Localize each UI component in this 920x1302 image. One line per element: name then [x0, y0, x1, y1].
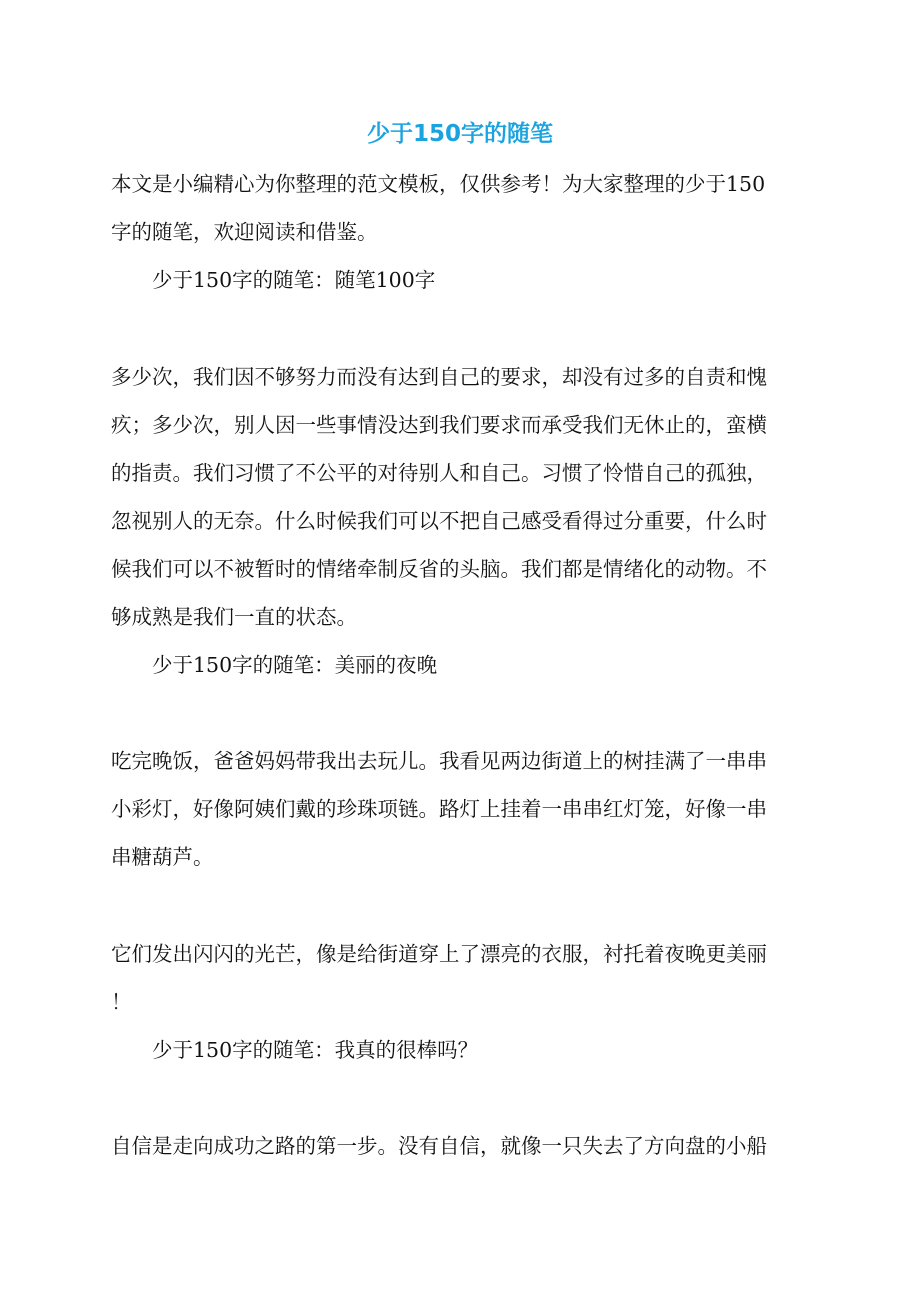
text-line: 串糖葫芦。 — [111, 845, 214, 869]
text-line: ！ — [111, 990, 132, 1014]
document-title: 少于150字的随笔 — [366, 121, 553, 147]
text-line: 本文是小编精心为你整理的范文模板，仅供参考！为大家整理的少于150 — [111, 172, 766, 196]
text-line: 的指责。我们习惯了不公平的对待别人和自己。习惯了怜惜自己的孤独， — [111, 461, 767, 485]
text-line: 够成熟是我们一直的状态。 — [111, 605, 357, 629]
text-line: 候我们可以不被暂时的情绪牵制反省的头脑。我们都是情绪化的动物。不 — [111, 557, 767, 581]
text-line: 自信是走向成功之路的第一步。没有自信，就像一只失去了方向盘的小船 — [111, 1134, 767, 1158]
section-1-paragraph — [111, 353, 809, 641]
intro-paragraph — [111, 160, 809, 256]
text-line: 吃完晚饭，爸爸妈妈带我出去玩儿。我看见两边街道上的树挂满了一串串 — [111, 749, 767, 773]
section-heading-3: 少于150字的随笔：我真的很棒吗？ — [152, 1038, 479, 1062]
text-line: 多少次，我们因不够努力而没有达到自己的要求，却没有过多的自责和愧 — [111, 365, 767, 389]
section-heading-1: 少于150字的随笔：随笔100字 — [152, 268, 436, 292]
section-heading-2: 少于150字的随笔：美丽的夜晚 — [152, 653, 438, 677]
section-2-paragraph-2 — [111, 930, 809, 1026]
section-2-paragraph-1 — [111, 737, 809, 881]
text-line: 它们发出闪闪的光芒，像是给街道穿上了漂亮的衣服，衬托着夜晚更美丽 — [111, 942, 767, 966]
text-line: 小彩灯，好像阿姨们戴的珍珠项链。路灯上挂着一串串红灯笼，好像一串 — [111, 797, 767, 821]
text-line: 忽视别人的无奈。什么时候我们可以不把自己感受看得过分重要，什么时 — [111, 509, 767, 533]
section-3-paragraph — [111, 1122, 809, 1170]
text-line: 疚；多少次，别人因一些事情没达到我们要求而承受我们无休止的，蛮横 — [111, 413, 767, 437]
text-line: 字的随笔，欢迎阅读和借鉴。 — [111, 220, 378, 244]
